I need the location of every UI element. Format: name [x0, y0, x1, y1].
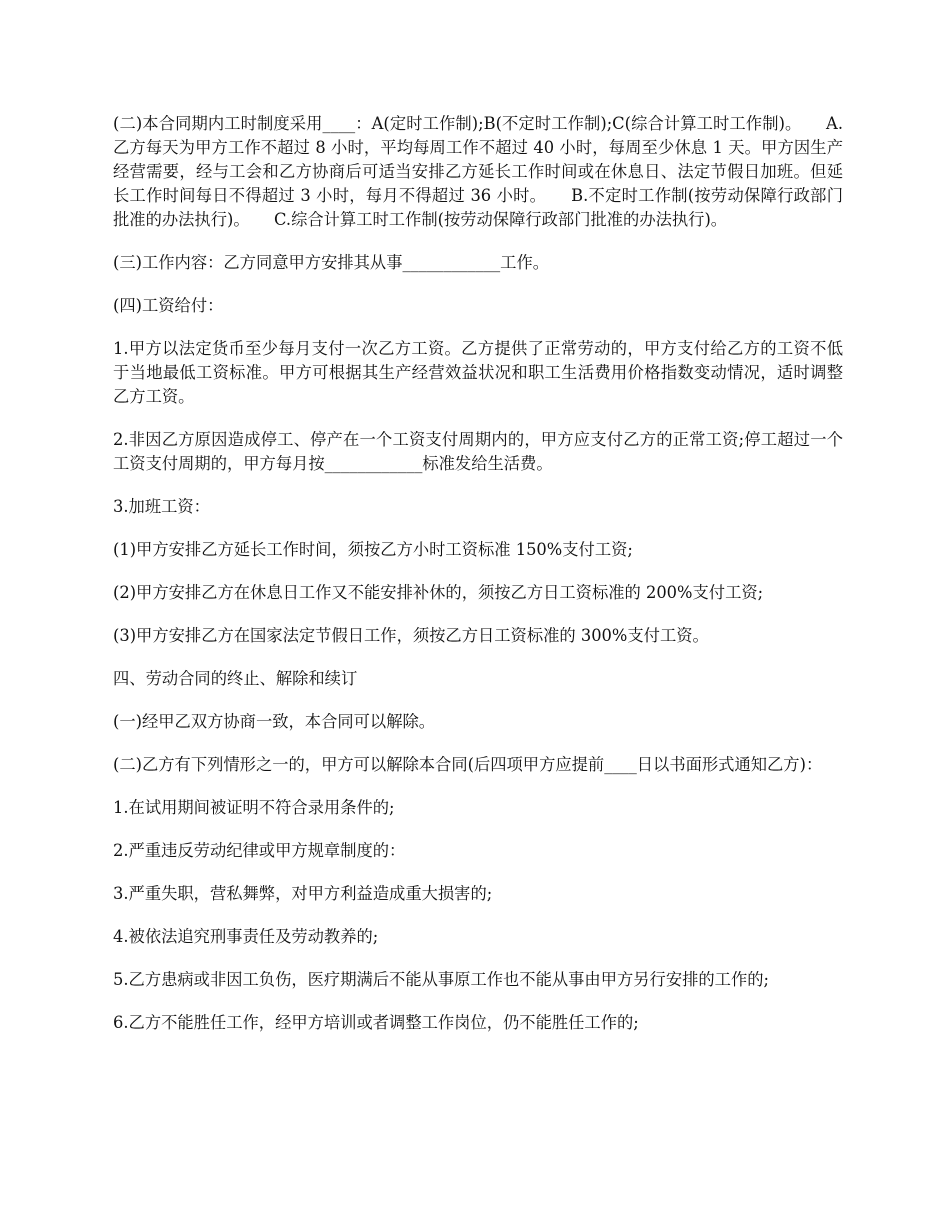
paragraph-working-hours: (二)本合同期内工时制度采用____：A(定时工作制);B(不定时工作制);C(综合计算工时工作制)。 A.乙方每天为甲方工作不超过 8 小时，平均每周工作不超过 40 小时，每周至少休息 1 天。甲方因生产经营需要，经与工会和乙方协商后可适当安排乙方延长工作时间或在休息日、法定节假日加班。但延长工作时间每日不得超过 3 小时，每月不得超过 36 小时。 B.不定时工作制(按劳动保障行政部门批准的办法执行)。 C.综合计算工时工作制(按劳动保障行政部门批准的办法执行)。	[113, 114, 843, 229]
paragraph-overtime-item-3: (3)甲方安排乙方在国家法定节假日工作，须按乙方日工资标准的 300%支付工资。	[113, 626, 709, 645]
paragraph-clause-1: 1.在试用期间被证明不符合录用条件的;	[113, 798, 395, 817]
section-heading-termination: 四、劳动合同的终止、解除和续订	[113, 669, 358, 688]
paragraph-clause-3: 3.严重失职，营私舞弊，对甲方利益造成重大损害的;	[113, 884, 493, 903]
paragraph-clause-4: 4.被依法追究刑事责任及劳动教养的;	[113, 927, 379, 946]
paragraph-overtime-heading: 3.加班工资：	[113, 497, 210, 516]
paragraph-overtime-item-2: (2)甲方安排乙方在休息日工作又不能安排补休的，须按乙方日工资标准的 200%支付工资;	[113, 583, 764, 602]
paragraph-job-content: (三)工作内容：乙方同意甲方安排其从事____________工作。	[113, 253, 550, 272]
paragraph-termination-1: (一)经甲乙双方协商一致，本合同可以解除。	[113, 712, 436, 731]
paragraph-clause-5: 5.乙方患病或非因工负伤，医疗期满后不能从事原工作也不能从事由甲方另行安排的工作的;	[113, 970, 769, 989]
paragraph-wage-item-2: 2.非因乙方原因造成停工、停产在一个工资支付周期内的，甲方应支付乙方的正常工资;停工超过一个工资支付周期的，甲方每月按____________标准发给生活费。	[113, 430, 843, 473]
paragraph-clause-2: 2.严重违反劳动纪律或甲方规章制度的：	[113, 841, 406, 860]
paragraph-overtime-item-1: (1)甲方安排乙方延长工作时间，须按乙方小时工资标准 150%支付工资;	[113, 540, 633, 559]
paragraph-termination-2: (二)乙方有下列情形之一的，甲方可以解除本合同(后四项甲方应提前____日以书面形式通知乙方)：	[113, 755, 823, 774]
paragraph-wage-heading: (四)工资给付：	[113, 296, 224, 315]
paragraph-wage-item-1: 1.甲方以法定货币至少每月支付一次乙方工资。乙方提供了正常劳动的，甲方支付给乙方的工资不低于当地最低工资标准。甲方可根据其生产经营效益状况和职工生活费用价格指数变动情况，适时调整乙方工资。	[113, 339, 843, 406]
paragraph-clause-6: 6.乙方不能胜任工作，经甲方培训或者调整工作岗位，仍不能胜任工作的;	[113, 1013, 639, 1032]
document-page	[113, 112, 843, 1054]
